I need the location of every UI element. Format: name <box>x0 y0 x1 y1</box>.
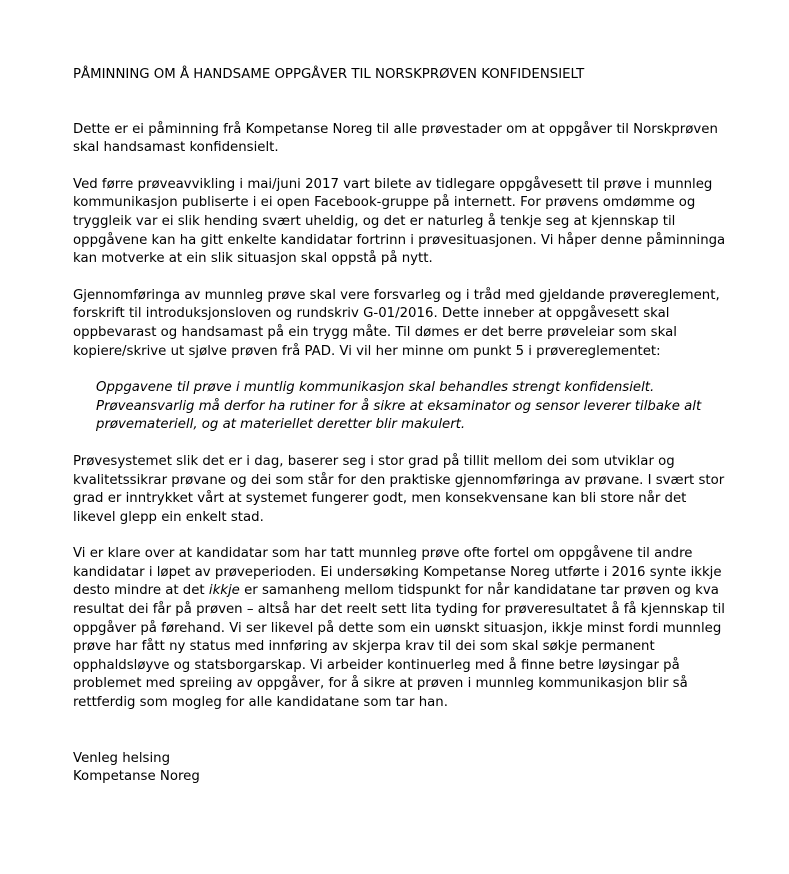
survey-paragraph <box>73 545 733 712</box>
closing-greeting: Venleg helsing <box>73 750 171 766</box>
trust-paragraph: Prøvesystemet slik det er i dag, baserer seg i stor grad på tillit mellom dei som utviklar og kvalitetssikrar prøvane og dei som står for den praktiske gjennomføringa av prøvane. I svært stor grad er inntrykket vårt at systemet fungerer godt, men konsekvensane kan bli store når det likevel glepp ein enkelt stad. <box>73 453 725 525</box>
closing-sender: Kompetanse Noreg <box>73 769 200 785</box>
survey-text-start: Vi er klare over at kandidatar som har tatt munnleg prøve ofte fortel om oppgåvene til andre kandidatar i løpet av prøveperioden. Ei undersøking Kompetanse Noreg utførte i 2016 synte ikkje desto mindre at det <box>73 546 722 599</box>
closing-block <box>73 750 733 787</box>
regulation-paragraph: Gjennomføringa av munnleg prøve skal vere forsvarleg og i tråd med gjeldande prøvereglement, forskrift til introduksjonsloven og rundskriv G-01/2016. Dette inneber at oppgåvesett skal oppbevarast og handsamast på ein trygg måte. Til dømes er det berre prøveleiar som skal kopiere/skrive ut sjølve prøven frå PAD. Vi vil her minne om punkt 5 i prøvereglementet: <box>73 287 720 359</box>
survey-emphasis: ikkje <box>208 583 240 599</box>
incident-paragraph: Ved førre prøveavvikling i mai/juni 2017 vart bilete av tidlegare oppgåvesett til prøve i munnleg kommunikasjon publiserte i ei open Facebook-gruppe på internett. For prøvens omdømme og tryggleik var ei slik hending svært uheldig, og det er naturleg å tenkje seg at kjennskap til oppgåvene kan ha gitt enkelte kandidatar fortrinn i prøvesituasjonen. Vi håper denne påminninga kan motverke at ein slik situasjon skal oppstå på nytt. <box>73 176 726 267</box>
document-page <box>73 66 733 787</box>
document-title: PÅMINNING OM Å HANDSAME OPPGÅVER TIL NORSKPRØVEN KONFIDENSIELT <box>73 67 585 82</box>
survey-text-end: er samanheng mellom tidspunkt for når kandidatane tar prøven og kva resultat dei får på prøven – altså har det reelt sett lita tyding for prøveresultatet å få kjennskap til oppgåver på førehand. Vi ser likevel på dette som ein uønskt situasjon, ikkje minst fordi munnleg prøve har fått ny status med innføring av skjerpa krav til dei som skal søkje permanent opphaldsløyve og statsborgarskap. Vi arbeider kontinuerleg med å finne betre løysingar på problemet med spreiing av oppgåver, for å sikre at prøven i munnleg kommunikasjon blir så rettferdig som mogleg for alle kandidatane som tar han. <box>73 583 725 711</box>
regulation-quote: Oppgavene til prøve i muntlig kommunikasjon skal behandles strengt konfidensielt. Prøveansvarlig må derfor ha rutiner for å sikre at eksaminator og sensor leverer tilbake alt prøvemateriell, og at materiellet deretter blir makulert. <box>96 380 702 433</box>
intro-paragraph: Dette er ei påminning frå Kompetanse Noreg til alle prøvestader om at oppgåver til Norskprøven skal handsamast konfidensielt. <box>73 121 718 156</box>
